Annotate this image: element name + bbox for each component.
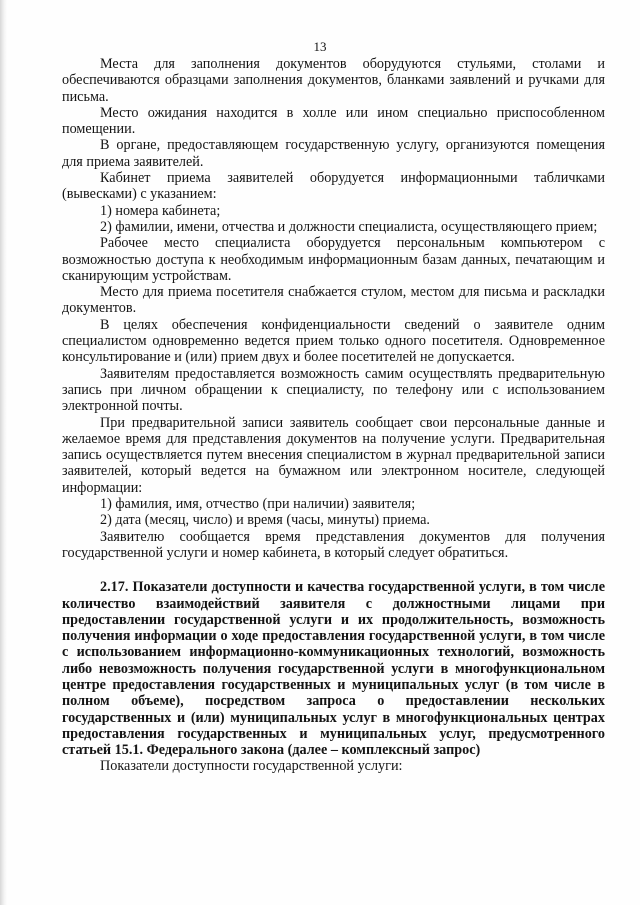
scan-binding-edge [0, 0, 7, 905]
paragraph-accessibility-indicators: Показатели доступности государственной услуги: [100, 758, 403, 775]
paragraph-preregistration: Заявителям предоставляется возможность самим осуществлять предварительную запись при личном обращении к специалисту, по телефону или с использованием электронной почты. [62, 365, 605, 415]
paragraph-office-signs: Кабинет приема заявителей оборудуется информационными табличками (вывесками) с указанием: [62, 170, 605, 203]
paragraph-waiting-area: Место ожидания находится в холле или ином специально приспособленном помещении. [62, 104, 605, 138]
paragraph-preregistration-details: При предварительной записи заявитель сообщает свои персональные данные и желаемое время для представления документов на получение услуги. Предварительная запись осуществляется путем внесения специалистом в журнал предварительной записи заявителей, который ведется на бумажном или электронном носителе, следующей информации: [62, 414, 605, 496]
paragraph-visitor-place: Место для приема посетителя снабжается стулом, местом для письма и раскладки документов. [62, 284, 605, 317]
document-body [62, 56, 605, 775]
paragraph-workstation: Рабочее место специалиста оборудуется персональным компьютером с возможностью доступа к необходимым информационным базам данных, печатающим и сканирующим устройствам. [62, 235, 605, 284]
paragraph-confidentiality: В целях обеспечения конфиденциальности сведений о заявителе одним специалистом одновременно ведется прием только одного посетителя. Одновременное консультирование и (или) прием двух и более посетителей не допускается. [62, 316, 605, 366]
list-item-specialist-name: 2) фамилии, имени, отчества и должности специалиста, осуществляющего прием; [100, 218, 598, 235]
paragraph-reception-rooms: В органе, предоставляющем государственную услугу, организуются помещения для приема заявителей. [62, 137, 605, 170]
list-item-office-number: 1) номера кабинета; [100, 202, 221, 219]
page-number: 13 [313, 39, 327, 54]
paragraph-notification: Заявителю сообщается время представления документов для получения государственной услуги и номер кабинета, в который следует обратиться. [62, 528, 605, 561]
list-item-date-time: 2) дата (месяц, число) и время (часы, минуты) приема. [100, 512, 430, 529]
paragraph-seating: Места для заполнения документов оборудуются стульями, столами и обеспечиваются образцами заполнения документов, бланками заявлений и ручками для письма. [62, 56, 605, 105]
list-item-applicant-name: 1) фамилия, имя, отчество (при наличии) заявителя; [100, 496, 416, 513]
section-heading: 2.17. Показатели доступности и качества государственной услуги, в том числе количество взаимодействий заявителя с должностными лицами при предоставлении государственной услуги и их продолжительность, возможность получения информации о ходе предоставления государственной услуги, в том числе с использованием информационно-коммуникационных технологий, возможность либо невозможность получения государственной услуги в многофункциональном центре предоставления государственных и муниципальных услуг (в том числе в полном объеме), посредством запроса о предоставлении нескольких государственных и (или) муниципальных услуг в многофункциональных центрах предоставления государственных и муниципальных услуг, предусмотренного статьей 15.1. Федерального закона (далее – комплексный запрос) [62, 579, 605, 759]
